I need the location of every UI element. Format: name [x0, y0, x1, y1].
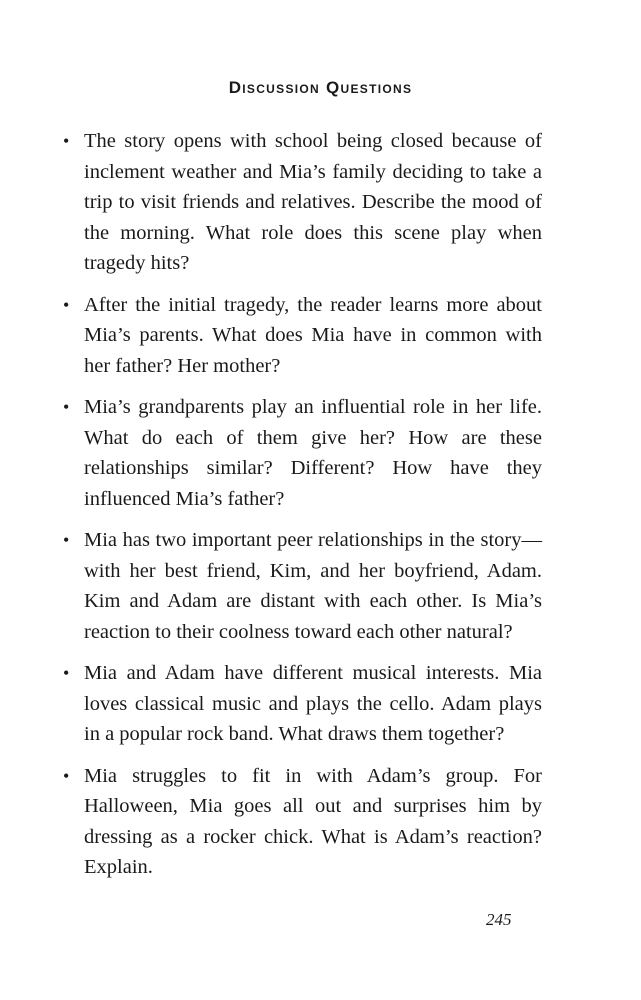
question-item [60, 658, 542, 750]
question-text: The story opens with school being closed because of inclement weather and Mia’s family deciding to take a trip to visit friends and relatives. Describe the mood of the morning. What role does this scene play when tragedy hits? [84, 130, 542, 274]
bullet-icon: • [63, 397, 70, 417]
bullet-icon: • [63, 294, 70, 315]
discussion-questions-list [60, 126, 542, 894]
bullet-icon: • [63, 663, 70, 683]
bullet-icon: • [63, 530, 70, 550]
question-item [60, 525, 542, 647]
question-item [60, 392, 542, 514]
section-heading: Discussion Questions [228, 78, 413, 97]
page-number: 245 [486, 910, 512, 929]
question-text: Mia and Adam have different musical interests. Mia loves classical music and plays the cello. Adam plays in a popular rock band. What draws them together? [84, 662, 542, 745]
question-text: Mia struggles to fit in with Adam’s group. For Halloween, Mia goes all out and surprises him by dressing as a rocker chick. What is Adam’s reaction? Explain. [84, 764, 542, 878]
question-text: Mia has two important peer relationships in the story—with her best friend, Kim, and her boyfriend, Adam. Kim and Adam are distant with each other. Is Mia’s reaction to their coolness toward each other natural? [84, 529, 542, 643]
question-text: Mia’s grandparents play an influential role in her life. What do each of them give her? How are these relationships similar? Different? How have they influenced Mia’s father? [84, 396, 542, 510]
question-item [60, 126, 542, 279]
bullet-icon: • [63, 765, 70, 786]
question-text: After the initial tragedy, the reader learns more about Mia’s parents. What does Mia have in common with her father? Her mother? [84, 293, 542, 377]
question-item [60, 290, 542, 382]
bullet-icon: • [63, 131, 70, 151]
question-item [60, 761, 542, 883]
